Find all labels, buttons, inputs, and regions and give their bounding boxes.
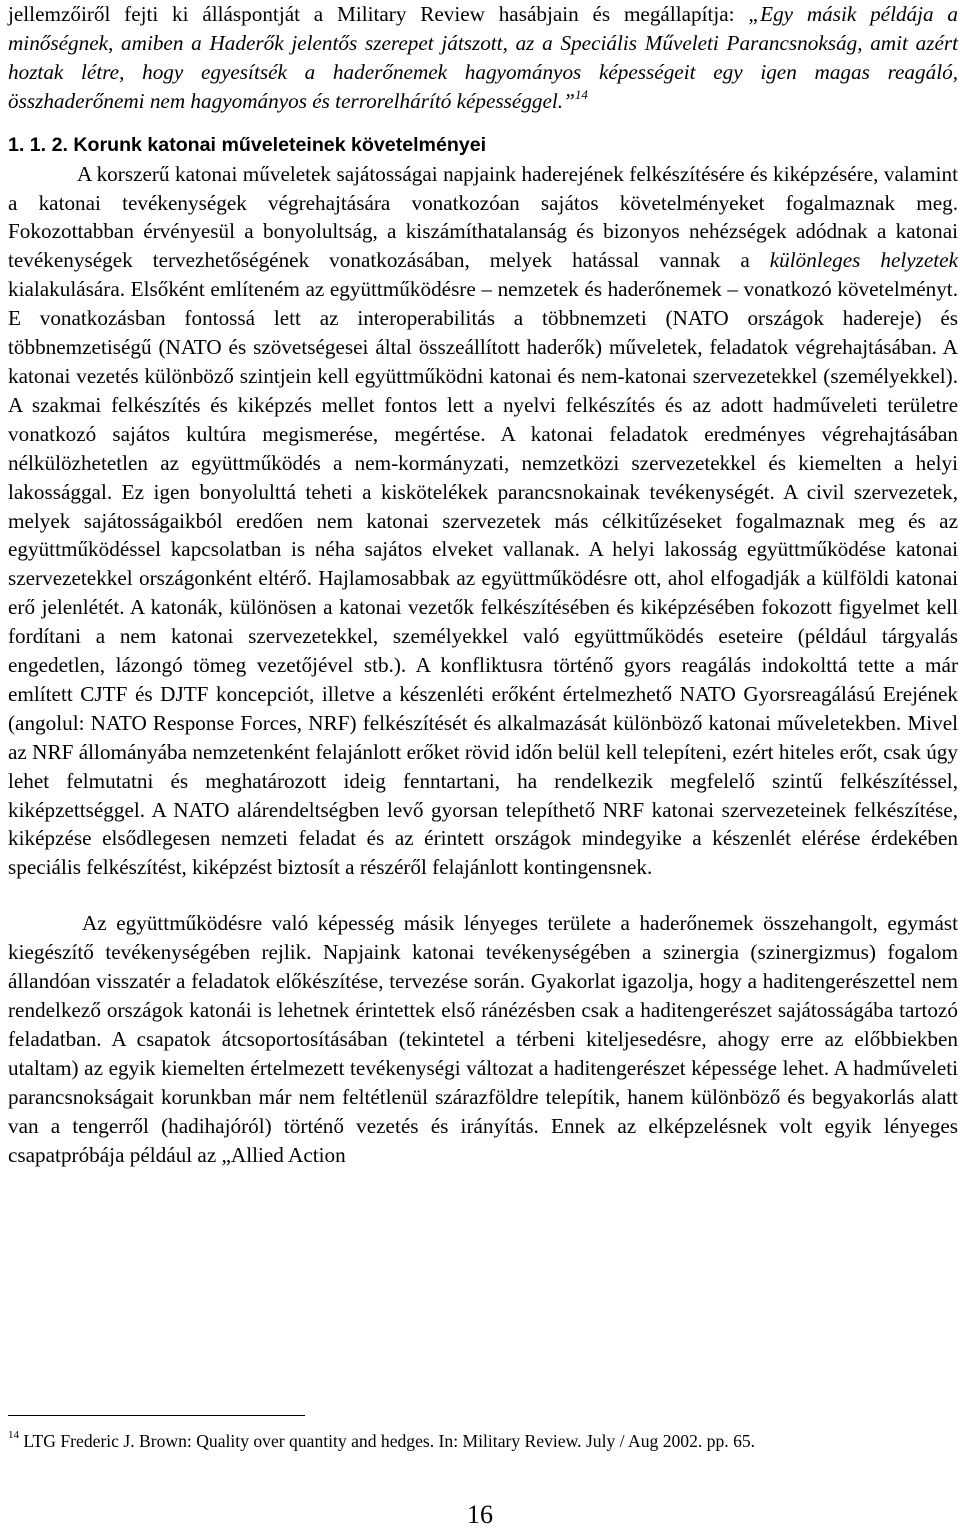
- emphasized-term: különleges helyzetek: [769, 248, 958, 273]
- paragraph-1-text-b: kialakulására. Elsőként említeném az együttműködésre – nemzetek és haderőnemek – vonatkozó követelményt. E vonatkozásban fontossá lett az interoperabilitás a többnemzeti (NATO országok hadereje) és többnemzetiségű (NATO és szövetségesei által összeállított haderők) műveletek, feladatok végrehajtásában. A katonai vezetés különböző szintjein kell együttműködni katonai és nem-katonai szervezetekkel (személyekkel). A szakmai felkészítés és kiképzés mellet fontos lett a nyelvi felkészítés és az adott hadműveleti területre vonatkozó sajátos kultúra megismerése, megértése. A katonai feladatok eredményes végrehajtásában nélkülözhetetlen az együttműködés a nem-kormányzati, nemzetközi szervezetekkel és kiemelten a helyi lakossággal. Ez igen bonyolulttá teheti a kiskötelékek parancsnokainak tevékenységét. A civil szervezetek, melyek sajátosságaikból eredően nem katonai szervezetek más célkitűzéseket fogalmaznak meg és az együttműködéssel kapcsolatban is néha sajátos elveket vallanak. A helyi lakosság együttműködése katonai szervezetekkel országonként eltérő. Hajlamosabbak az együttműködésre ott, ahol elfogadják a külföldi katonai erő jelenlétét. A katonák, különösen a katonai vezetők felkészítésében és kiképzésében fokozott figyelmet kell fordítani a nem katonai szervezetekkel, személyekkel való együttműködés eseteire (például tárgyalás engedetlen, lázongó tömeg vezetőjével stb.). A konfliktusra történő gyors reagálás indokolttá tette a már említett CJTF és DJTF koncepciót, illetve a készenléti erőként értelmezhető NATO Gyorsreagálású Erejének (angolul: NATO Response Forces, NRF) felkészítését és alkalmazását különböző katonai műveletekben. Mivel az NRF állományába nemzetenként felajánlott erőket rövid időn belül kell telepíteni, ezért hiteles erőt, csak úgy lehet felmutatni és meghatározott ideig fenntartani, ha rendelkezik megfelelő szintű felkészítéssel, kiképzettséggel. A NATO alárendeltségben levő gyorsan telepíthető NRF katonai szervezeteinek felkészítése, kiképzése elsődlegesen nemzeti feladat és az érintett országok mindegyike a készenlét elérése érdekében speciális felkészítést, kiképzést biztosít a részéről felajánlott kontingensnek.: [8, 277, 958, 880]
- quote-paragraph: [8, 0, 958, 116]
- paragraph-1-text-a: A korszerű katonai műveletek sajátosságai napjaink haderejének felkészítésére és kiképzésére, valamint a katonai tevékenységek végrehajtására vonatkozóan sajátos követelményeket fogalmaznak meg. Fokozottabban érvényesül a bonyolultság, a kiszámíthatalanság és bizonyos nehézségek adódnak a katonai tevékenységek tervezhetőségének vonatkozásában, melyek hatással vannak a: [8, 161, 958, 273]
- quote-lead: jellemzőiről fejti ki álláspontját a Military Review hasábjain és megállapítja:: [8, 2, 749, 26]
- body-paragraph-2: Az együttműködésre való képesség másik lényeges területe a haderőnemek összehangolt, egymást kiegészítő tevékenységében rejlik. Napjaink katonai tevékenységében a szinergia (szinergizmus) fogalom állandóan visszatér a feladatok előkészítése, tervezése során. Gyakorlat igazolja, hogy a haditengerészettel nem rendelkező országok katonái is lehetnek érintettek első ránézésben csak a haditengerészet sajátosságába tartozó feladatban. A csapatok átcsoportosításában (tekintetel a térbeni kiteljesedésre, ahogy erre az előbbiekben utaltam) az egyik kiemelten értelmezett tevékenységi változat a haditengerészet képessége lehet. A hadműveleti parancsnokságait korunkban már nem feltétlenül szárazföldre telepítik, hanem különböző és begyakorlás alatt van a tengerről (hadihajóról) történő vezetés és irányítás. Ennek az elképzelésnek volt egyik lényeges csapatpróbája például az „Allied Action: [8, 911, 958, 1167]
- quote-text: „Egy másik példája a minőségnek, amiben a Haderők jelentős szerepet játszott, az a Speciális Műveleti Parancsnokság, amit azért hoztak létre, hogy egyesítsék a haderőnemek hagyományos képességeit egy igen magas reagáló, összhaderőnemi nem hagyományos és terrorelhárító képességgel.”: [8, 2, 959, 113]
- footnote-number: 14: [8, 1429, 19, 1442]
- footnote-reference[interactable]: 14: [574, 86, 588, 102]
- page-number: 16: [467, 1500, 493, 1529]
- footnote-separator: [8, 1415, 305, 1416]
- body-paragraph-1: [8, 160, 958, 883]
- section-heading: [8, 131, 958, 160]
- footnote-text: LTG Frederic J. Brown: Quality over quantity and hedges. In: Military Review. July / Aug 2002. pp. 65.: [19, 1431, 756, 1451]
- section-title: Korunk katonai műveleteinek követelményei: [73, 133, 487, 156]
- footnote: [8, 1430, 958, 1452]
- document-page: [8, 0, 958, 1169]
- section-number: 1. 1. 2.: [8, 133, 68, 156]
